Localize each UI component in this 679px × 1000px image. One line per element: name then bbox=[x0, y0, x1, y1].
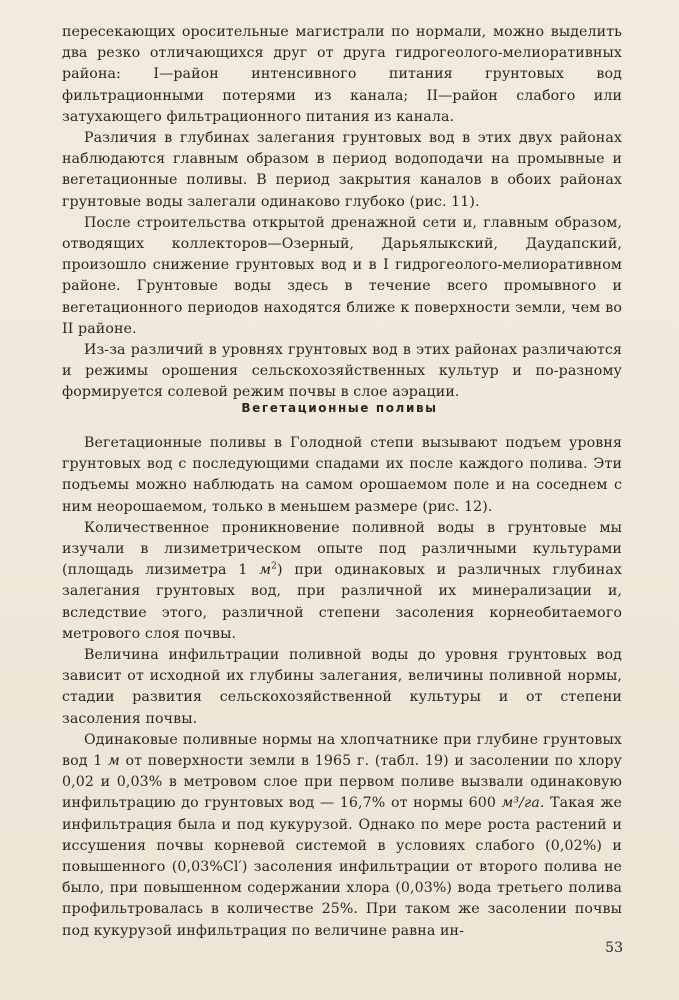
unit: м bbox=[108, 753, 120, 770]
paragraph: Различия в глубинах залегания грунтовых вод в этих двух районах наблюдаются главным образом в период водоподачи на промывные и вегетационные поливы. В период закрытия каналов в обоих районах грунтовые воды залегали одинаково глубоко (рис. 11). bbox=[62, 130, 622, 210]
text-run: ) при одинаковых и различных глубинах залегания грунтовых вод, при различной их минерализации и, вследствие этого, различной степени засоления корнеобитаемого метрового слоя почвы. bbox=[62, 562, 622, 642]
text-run: от поверхности земли в 1965 г. (табл. 19) и засолении по хлору 0,02 и 0,03% в метровом слое при первом поливе вызвали одинаковую инфильтрацию до грунтовых вод — 16,7% от нормы 600 bbox=[62, 753, 622, 812]
text-run: . Такая же инфильтрация была и под кукурузой. Однако по мере роста растений и иссушения почвы корневой системой в условиях слабого (0,02%) и повышенного (0,03%Cl′) засоления инфильтрации от второго полива не было, при повышенном содержании хлора (0,03%) вода третьего полива профильтровалась в количестве 25%. При таком же засолении почвы под кукурузой инфильтрация по величине равна ин- bbox=[62, 795, 622, 939]
unit: м³/га bbox=[501, 795, 540, 812]
paragraph: Из-за различий в уровнях грунтовых вод в этих районах различаются и режимы орошения сельскохозяйственных культур и по-разному формируется солевой режим почвы в слое аэрации. bbox=[62, 342, 622, 401]
section-heading: Вегетационные поливы bbox=[241, 401, 438, 415]
paragraph bbox=[62, 518, 622, 645]
paragraph: Величина инфильтрации поливной воды до уровня грунтовых вод зависит от исходной их глубины залегания, величины поливной нормы, стадии развития сельскохозяйственной культуры и от степени засоления почвы. bbox=[62, 647, 622, 727]
text-run: Одинаковые поливные нормы на хлопчатнике при глубине грунтовых вод 1 bbox=[62, 731, 622, 770]
text-block-top bbox=[62, 22, 622, 404]
paragraph: Вегетационные поливы в Голодной степи вызывают подъем уровня грунтовых вод с последующими спадами их после каждого полива. Эти подъемы можно наблюдать на самом орошаемом поле и на соседнем с ним неорошаемом, только в меньшем размере (рис. 12). bbox=[62, 435, 622, 515]
text-block-bottom bbox=[62, 433, 622, 942]
page-number: 53 bbox=[605, 940, 623, 956]
text-run: Количественное проникновение поливной воды в грунтовые мы изучали в лизиметрическом опыте под различными культурами (площадь лизиметра 1 bbox=[62, 519, 622, 579]
unit: м bbox=[259, 562, 272, 579]
paragraph bbox=[62, 730, 622, 942]
paragraph: пересекающих оросительные магистрали по нормали, можно выделить два резко отличающихся друг от друга гидрогеолого-мелиоративных района: I—район интенсивного питания грунтовых вод фильтрационными потерями из канала; II—район слабого или затухающего фильтрационного питания из канала. bbox=[62, 24, 622, 125]
superscript: 2 bbox=[271, 561, 277, 572]
paragraph: После строительства открытой дренажной сети и, главным образом, отводящих коллекторов—Озерный, Дарьялыкский, Даудапский, произошло снижение грунтовых вод и в I гидрогеолого-мелиоративном районе. Грунтовые воды здесь в течение всего промывного и вегетационного периодов находятся ближе к поверхности земли, чем во II районе. bbox=[62, 214, 622, 337]
